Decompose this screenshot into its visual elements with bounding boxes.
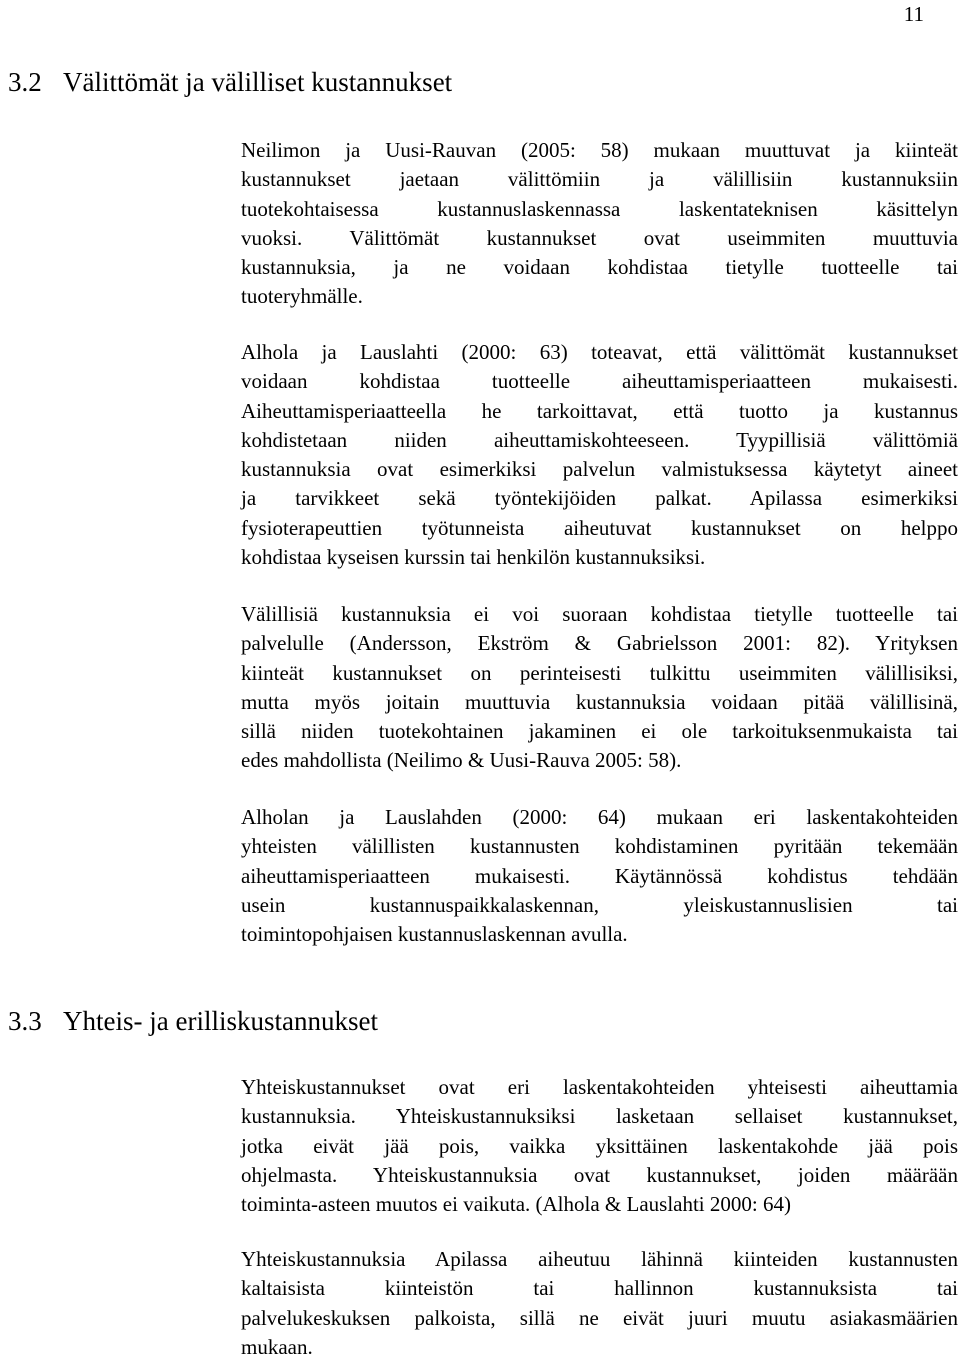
text-line: tuotekohtaisessa kustannuslaskennassa laskentateknisen käsittelyn bbox=[241, 196, 958, 221]
text-line: tuoteryhmälle. bbox=[241, 284, 363, 309]
page-number: 11 bbox=[903, 2, 924, 26]
text-line: ja tarvikkeet sekä työntekijöiden palkat. Apilassa esimerkiksi bbox=[241, 486, 958, 511]
text-line: jotka eivät jää pois, vaikka yksittäinen laskentakohde jää pois bbox=[241, 1133, 958, 1158]
text-line: toiminta-asteen muutos ei vaikuta. (Alhola & Lauslahti 2000: 64) bbox=[241, 1192, 791, 1217]
text-line: Yhteiskustannukset ovat eri laskentakohteiden yhteisesti aiheuttamia bbox=[241, 1075, 958, 1099]
section-title: Välittömät ja välilliset kustannukset bbox=[63, 67, 453, 97]
text-line: usein kustannuspaikkalaskennan, yleiskustannuslisien tai bbox=[241, 892, 958, 917]
text-line: kohdistaa kyseisen kurssin tai henkilön kustannuksiksi. bbox=[241, 545, 706, 570]
paragraph bbox=[241, 338, 958, 572]
paragraph bbox=[241, 1245, 958, 1362]
text-line: kohdistetaan niiden aiheuttamiskohteeseen. Tyypillisiä välittömiä bbox=[241, 427, 958, 452]
text-line: kustannuksia ovat esimerkiksi palvelun valmistuksessa käytetyt aineet bbox=[241, 457, 958, 482]
text-line: Välillisiä kustannuksia ei voi suoraan kohdistaa tietylle tuotteelle tai bbox=[241, 602, 958, 626]
text-line: kiinteät kustannukset on perinteisesti tulkittu useimmiten välillisiksi, bbox=[241, 660, 958, 685]
text-line: vuoksi. Välittömät kustannukset ovat useimmiten muuttuvia bbox=[241, 225, 958, 250]
paragraph bbox=[241, 600, 958, 776]
section-heading-3-3 bbox=[8, 1005, 378, 1037]
text-line: Neilimon ja Uusi-Rauvan (2005: 58) mukaan muuttuvat ja kiinteät bbox=[241, 138, 958, 162]
text-line: palvelulle (Andersson, Ekström & Gabrielsson 2001: 82). Yrityksen bbox=[241, 631, 958, 656]
text-line: aiheuttamisperiaatteen mukaisesti. Käytännössä kohdistus tehdään bbox=[241, 863, 958, 888]
paragraph bbox=[241, 803, 958, 949]
text-line: mutta myös joitain muuttuvia kustannuksia voidaan pitää välillisinä, bbox=[241, 689, 958, 714]
text-line: kaltaisista kiinteistön tai hallinnon kustannuksista tai bbox=[241, 1276, 958, 1301]
text-line: Alhola ja Lauslahti (2000: 63) toteavat, että välittömät kustannukset bbox=[241, 340, 958, 364]
section-heading-3-2 bbox=[8, 66, 452, 98]
text-line: ohjelmasta. Yhteiskustannuksia ovat kustannukset, joiden määrään bbox=[241, 1162, 958, 1187]
text-line: kustannuksia. Yhteiskustannuksiksi lasketaan sellaiset kustannukset, bbox=[241, 1104, 958, 1129]
text-line: kustannuksia, ja ne voidaan kohdistaa tietylle tuotteelle tai bbox=[241, 255, 958, 280]
section-number: 3.2 bbox=[8, 67, 42, 97]
text-line: palvelukeskuksen palkoista, sillä ne eivät juuri muutu asiakasmäärien bbox=[241, 1305, 958, 1330]
paragraph bbox=[241, 136, 958, 312]
text-line: voidaan kohdistaa tuotteelle aiheuttamisperiaatteen mukaisesti. bbox=[241, 369, 958, 394]
text-line: edes mahdollista (Neilimo & Uusi-Rauva 2005: 58). bbox=[241, 748, 682, 773]
paragraph bbox=[241, 1073, 958, 1219]
section-title: Yhteis- ja erilliskustannukset bbox=[63, 1006, 378, 1036]
text-line: Yhteiskustannuksia Apilassa aiheutuu lähinnä kiinteiden kustannusten bbox=[241, 1247, 958, 1271]
text-line: yhteisten välillisten kustannusten kohdistaminen pyritään tekemään bbox=[241, 834, 958, 859]
text-line: Aiheuttamisperiaatteella he tarkoittavat, että tuotto ja kustannus bbox=[241, 398, 958, 423]
text-line: sillä niiden tuotekohtainen jakaminen ei ole tarkoituksenmukaista tai bbox=[241, 719, 958, 744]
text-line: kustannukset jaetaan välittömiin ja välillisiin kustannuksiin bbox=[241, 167, 958, 192]
text-line: fysioterapeuttien työtunneista aiheutuvat kustannukset on helppo bbox=[241, 515, 958, 540]
section-number: 3.3 bbox=[8, 1006, 42, 1036]
text-line: toimintopohjaisen kustannuslaskennan avulla. bbox=[241, 922, 628, 947]
text-line: Alholan ja Lauslahden (2000: 64) mukaan eri laskentakohteiden bbox=[241, 805, 958, 829]
text-line: mukaan. bbox=[241, 1334, 313, 1359]
